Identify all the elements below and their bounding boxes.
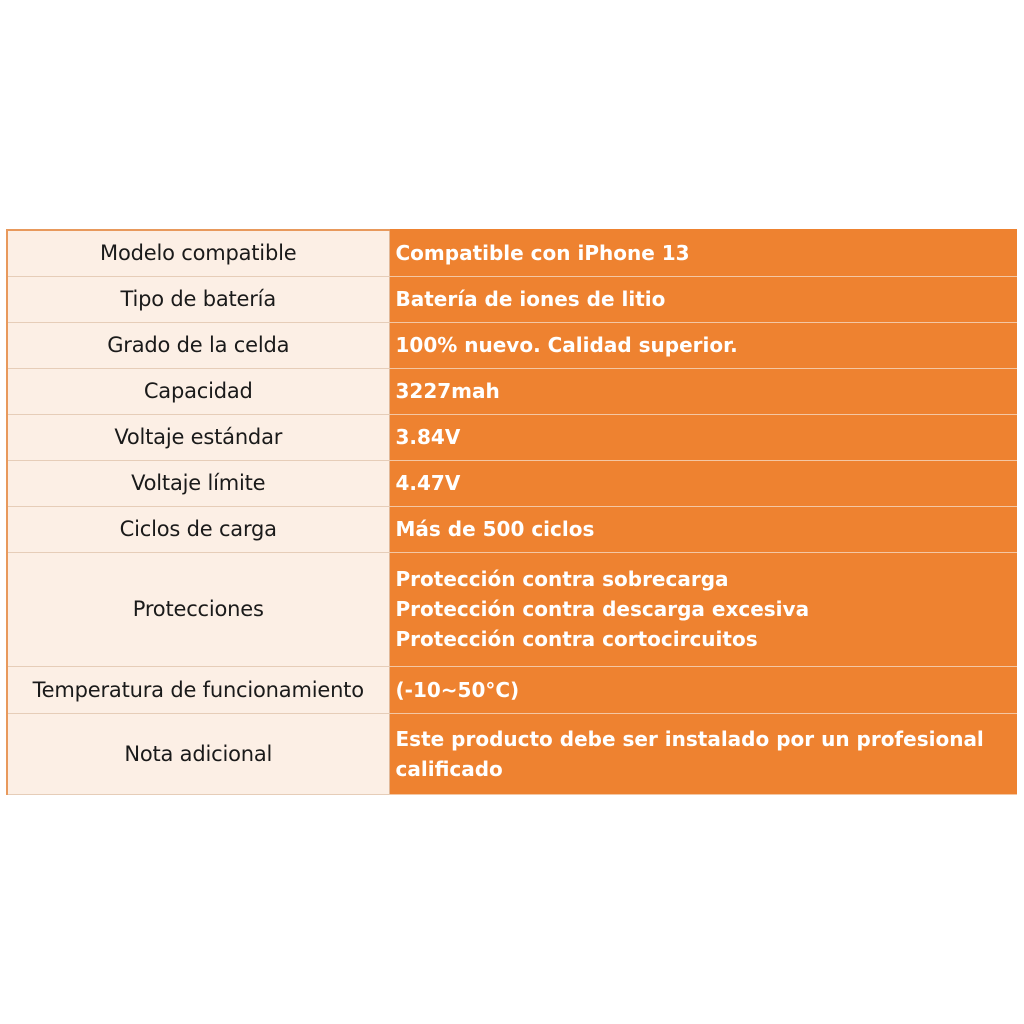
spec-value [389, 552, 1017, 666]
spec-value-line: (-10~50°C) [395, 677, 520, 702]
spec-label: Temperatura de funcionamiento [7, 666, 389, 713]
spec-value-line: 4.47V [395, 471, 461, 495]
spec-label: Capacidad [7, 368, 389, 414]
spec-row-protecciones [7, 552, 1017, 666]
spec-value [389, 666, 1017, 713]
spec-label: Voltaje estándar [7, 414, 389, 460]
spec-value-line: 3227mah [395, 379, 500, 403]
spec-value [389, 460, 1017, 506]
spec-row-voltaje-limite [7, 460, 1017, 506]
spec-value-line: Este producto debe ser instalado por un profesional [395, 726, 984, 751]
spec-value [389, 322, 1017, 368]
spec-value-line: Protección contra sobrecarga [395, 567, 729, 591]
spec-value [389, 276, 1017, 322]
spec-value-line: calificado [395, 756, 503, 781]
spec-label: Modelo compatible [7, 230, 389, 276]
spec-label: Grado de la celda [7, 322, 389, 368]
battery-spec-table [6, 229, 1017, 795]
spec-value-line: Protección contra cortocircuitos [395, 627, 758, 651]
spec-row-nota-adicional [7, 713, 1017, 794]
spec-value [389, 368, 1017, 414]
spec-value-line: Más de 500 ciclos [395, 517, 595, 541]
spec-row-capacidad [7, 368, 1017, 414]
spec-row-grado-de-la-celda [7, 322, 1017, 368]
spec-value-line: Protección contra descarga excesiva [395, 597, 810, 621]
spec-row-tipo-de-bateria [7, 276, 1017, 322]
spec-row-ciclos-de-carga [7, 506, 1017, 552]
spec-row-temperatura-de-funcionamiento [7, 666, 1017, 713]
spec-value-line: Batería de iones de litio [395, 287, 666, 311]
spec-table-body [7, 230, 1017, 794]
spec-value [389, 506, 1017, 552]
spec-value-line: 100% nuevo. Calidad superior. [395, 333, 738, 357]
spec-value [389, 414, 1017, 460]
spec-value-line: Compatible con iPhone 13 [395, 241, 690, 266]
spec-label: Voltaje límite [7, 460, 389, 506]
spec-value [389, 230, 1017, 276]
spec-label: Ciclos de carga [7, 506, 389, 552]
spec-row-modelo-compatible [7, 230, 1017, 276]
spec-value-line: 3.84V [395, 425, 461, 449]
spec-label: Nota adicional [7, 713, 389, 794]
spec-label: Protecciones [7, 552, 389, 666]
spec-value [389, 713, 1017, 794]
spec-row-voltaje-estandar [7, 414, 1017, 460]
spec-label: Tipo de batería [7, 276, 389, 322]
